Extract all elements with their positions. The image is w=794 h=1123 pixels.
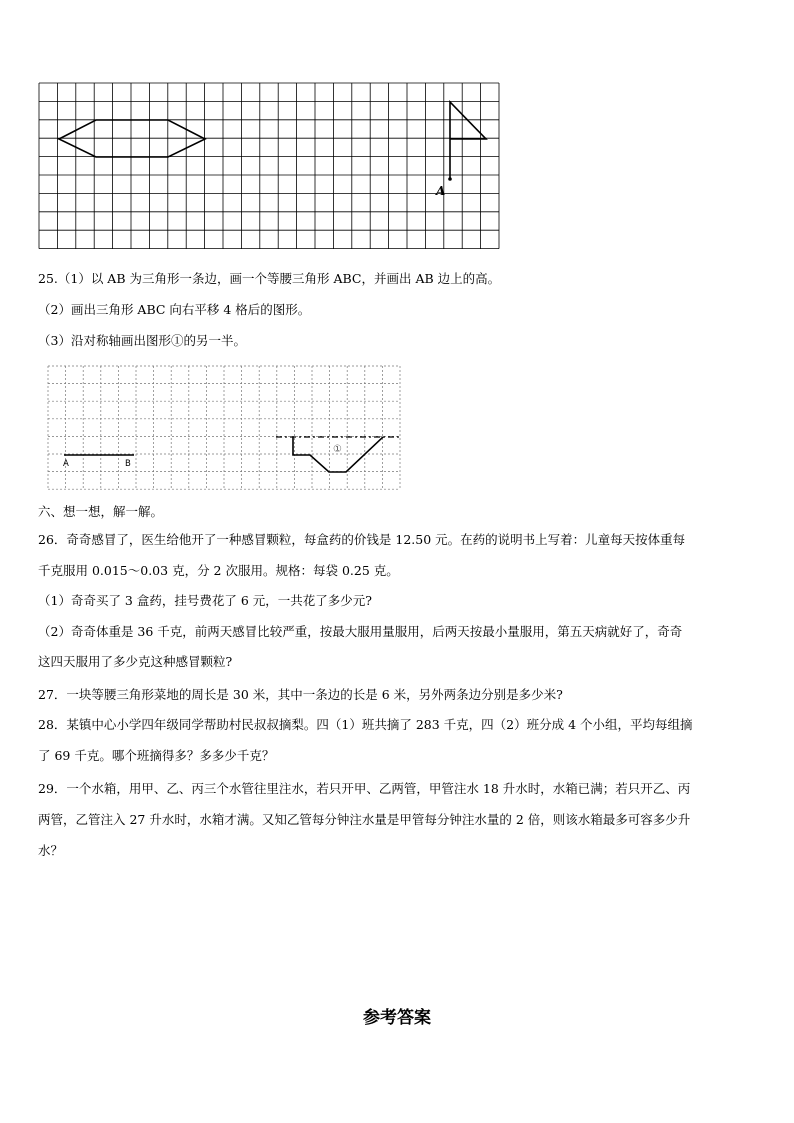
q29-line2: 两管，乙管注入 27 升水时，水箱才满。又知乙管每分钟注水量是甲管每分钟注水量的 2 倍，则该水箱最多可容多少升: [38, 812, 691, 827]
q29-line1: 29．一个水箱，用甲、乙、丙三个水管往里注水，若只开甲、乙两管，甲管注水 18 升水时，水箱已满；若只开乙、丙: [38, 781, 691, 796]
figure-grid-triangle-symmetry: [46, 365, 402, 493]
segment-label-a: A: [63, 459, 69, 469]
q26-part2-line2: 这四天服用了多少克这种感冒颗粒?: [38, 654, 233, 669]
q25-part3: （3）沿对称轴画出图形①的另一半。: [38, 333, 246, 348]
section-heading: 六、想一想，解一解。: [38, 504, 164, 519]
q25-part2: （2）画出三角形 ABC 向右平移 4 格后的图形。: [38, 302, 311, 317]
point-a-label: A: [436, 184, 446, 198]
segment-label-b: B: [125, 459, 131, 469]
q26-line2: 千克服用 0.015～0.03 克，分 2 次服用。规格：每袋 0.25 克。: [38, 563, 399, 578]
q25-part1: 25.（1）以 AB 为三角形一条边，画一个等腰三角形 ABC，并画出 AB 边上的高。: [38, 271, 501, 286]
answer-section-title: 参考答案: [363, 1008, 431, 1028]
point-a-dot: [448, 177, 452, 181]
q29-line3: 水？: [38, 843, 64, 858]
shape-number-label: ①: [333, 444, 342, 455]
q27-text: 27．一块等腰三角形菜地的周长是 30 米，其中一条边的长是 6 米，另外两条边分别是多少米?: [38, 687, 563, 702]
q28-line1: 28．某镇中心小学四年级同学帮助村民叔叔摘梨。四（1）班共摘了 283 千克，四（2）班分成 4 个小组，平均每组摘: [38, 717, 693, 732]
q26-line1: 26．奇奇感冒了，医生给他开了一种感冒颗粒，每盒药的价钱是 12.50 元。在药的说明书上写着：儿童每天按体重每: [38, 532, 686, 547]
q26-part2-line1: （2）奇奇体重是 36 千克，前两天感冒比较严重，按最大服用量服用，后两天按最小量服用，第五天病就好了，奇奇: [38, 624, 683, 639]
q26-part1: （1）奇奇买了 3 盒药，挂号费花了 6 元，一共花了多少元?: [38, 593, 372, 608]
figure-grid-hexagon-flag: [38, 82, 508, 258]
q28-line2: 了 69 千克。哪个班摘得多？多多少千克？: [38, 748, 275, 763]
